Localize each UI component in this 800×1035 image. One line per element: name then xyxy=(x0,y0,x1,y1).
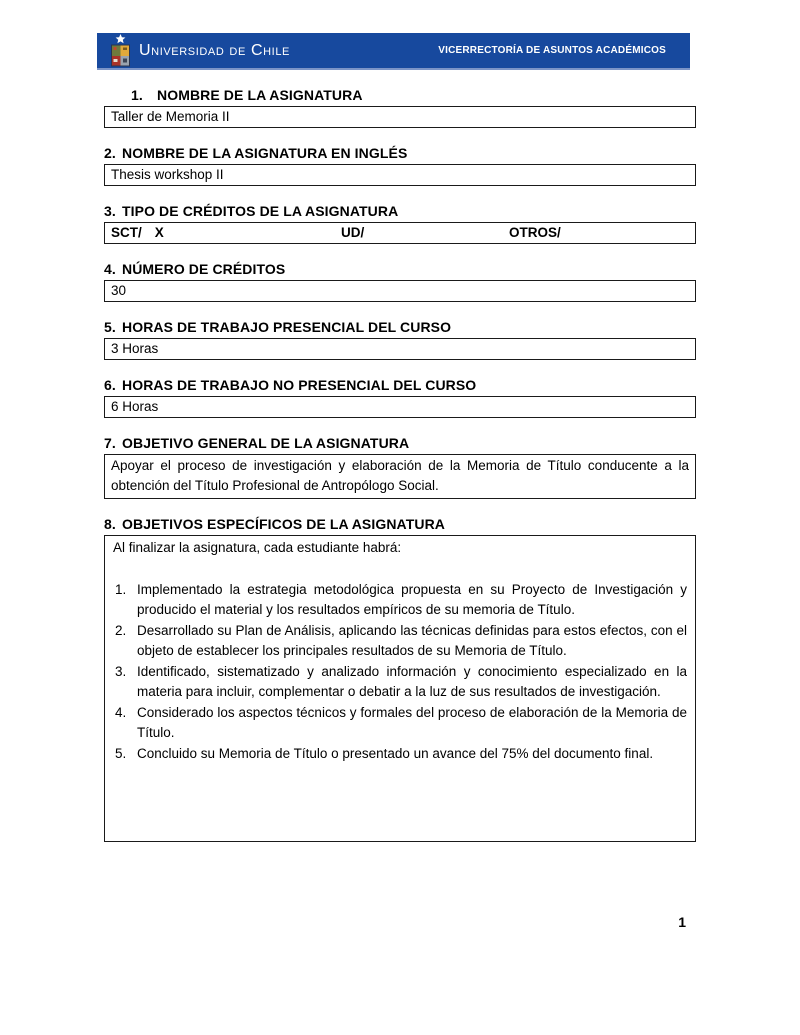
field-value: 3 Horas xyxy=(111,341,159,356)
credit-label-otros: OTROS/ xyxy=(509,225,561,240)
objective-item xyxy=(113,662,687,703)
objective-item xyxy=(113,703,687,744)
field-value: 6 Horas xyxy=(111,399,159,414)
section-1-heading xyxy=(104,86,696,104)
section-number: 1. xyxy=(131,87,143,103)
objective-number: 3. xyxy=(115,663,127,679)
field-value: Thesis workshop II xyxy=(111,167,224,182)
section-objetivos-especificos xyxy=(104,515,696,842)
section-6-heading xyxy=(104,376,696,394)
objective-number: 2. xyxy=(115,622,127,638)
field-tipo-creditos xyxy=(104,222,696,244)
objective-text: Considerado los aspectos técnicos y formales del proceso de elaboración de la Memoria de Título. xyxy=(137,704,687,740)
field-nombre-ingles xyxy=(104,164,696,186)
section-number: 3. xyxy=(104,203,116,219)
section-title: NOMBRE DE LA ASIGNATURA xyxy=(157,87,363,103)
section-objetivo-general xyxy=(104,434,696,499)
section-number: 2. xyxy=(104,145,116,161)
field-objetivos-especificos xyxy=(104,535,696,842)
field-value: 30 xyxy=(111,283,127,298)
field-horas-no-presencial xyxy=(104,396,696,418)
university-name: Universidad de Chile xyxy=(139,41,290,59)
section-title: HORAS DE TRABAJO NO PRESENCIAL DEL CURSO xyxy=(122,377,477,393)
credit-label-sct: SCT/ xyxy=(111,225,142,240)
objective-item xyxy=(113,580,687,621)
section-8-heading xyxy=(104,515,696,533)
section-title: OBJETIVO GENERAL DE LA ASIGNATURA xyxy=(122,435,410,451)
header-brand xyxy=(109,33,290,68)
field-nombre-asignatura xyxy=(104,106,696,128)
section-number: 5. xyxy=(104,319,116,335)
section-2-heading xyxy=(104,144,696,162)
field-numero-creditos xyxy=(104,280,696,302)
page-number: 1 xyxy=(678,914,686,930)
objective-number: 5. xyxy=(115,745,127,761)
section-title: NOMBRE DE LA ASIGNATURA EN INGLÉS xyxy=(122,145,408,161)
credit-label-ud: UD/ xyxy=(341,225,365,240)
objective-item xyxy=(113,621,687,662)
objectives-list xyxy=(113,580,687,765)
section-nombre-asignatura xyxy=(104,86,696,128)
objective-text: Implementado la estrategia metodológica propuesta en su Proyecto de Investigación y producido el material y los resultados empíricos de su memoria de Título. xyxy=(137,581,687,617)
section-3-heading xyxy=(104,202,696,220)
section-4-heading xyxy=(104,260,696,278)
objective-number: 1. xyxy=(115,581,127,597)
header-office-title: VICERRECTORÍA DE ASUNTOS ACADÉMICOS xyxy=(438,45,666,56)
credit-value-sct: X xyxy=(154,225,164,240)
section-tipo-creditos xyxy=(104,202,696,244)
section-7-heading xyxy=(104,434,696,452)
section-5-heading xyxy=(104,318,696,336)
credit-cell-sct xyxy=(111,224,341,242)
objective-number: 4. xyxy=(115,704,127,720)
header-banner xyxy=(97,33,690,70)
objective-text: Concluido su Memoria de Título o presentado un avance del 75% del documento final. xyxy=(137,745,654,761)
credit-cell-ud xyxy=(341,224,509,242)
objective-text: Identificado, sistematizado y analizado información y conocimiento especializado en la materia para incluir, complementar o debatir a la luz de sus resultados de investigación. xyxy=(137,663,687,699)
field-value: Taller de Memoria II xyxy=(111,109,230,124)
section-title: OBJETIVOS ESPECÍFICOS DE LA ASIGNATURA xyxy=(122,516,445,532)
objective-item xyxy=(113,744,687,765)
section-number: 4. xyxy=(104,261,116,277)
field-value: Apoyar el proceso de investigación y elaboración de la Memoria de Título conducente a la obtención del Título Profesional de Antropólogo Social. xyxy=(111,458,689,493)
field-horas-presencial xyxy=(104,338,696,360)
section-numero-creditos xyxy=(104,260,696,302)
credit-cell-otros xyxy=(509,224,689,242)
section-nombre-ingles xyxy=(104,144,696,186)
section-number: 8. xyxy=(104,516,116,532)
section-horas-no-presencial xyxy=(104,376,696,418)
section-title: TIPO DE CRÉDITOS DE LA ASIGNATURA xyxy=(122,203,399,219)
objectives-intro: Al finalizar la asignatura, cada estudiante habrá: xyxy=(113,540,402,555)
section-number: 7. xyxy=(104,435,116,451)
field-objetivo-general xyxy=(104,454,696,499)
section-horas-presencial xyxy=(104,318,696,360)
section-title: NÚMERO DE CRÉDITOS xyxy=(122,261,286,277)
objective-text: Desarrollado su Plan de Análisis, aplicando las técnicas definidas para estos efectos, con el objeto de establecer los principales resultados de su Memoria de Título. xyxy=(137,622,687,658)
section-title: HORAS DE TRABAJO PRESENCIAL DEL CURSO xyxy=(122,319,452,335)
form-body xyxy=(104,70,696,930)
section-number: 6. xyxy=(104,377,116,393)
university-emblem-icon xyxy=(109,33,132,68)
